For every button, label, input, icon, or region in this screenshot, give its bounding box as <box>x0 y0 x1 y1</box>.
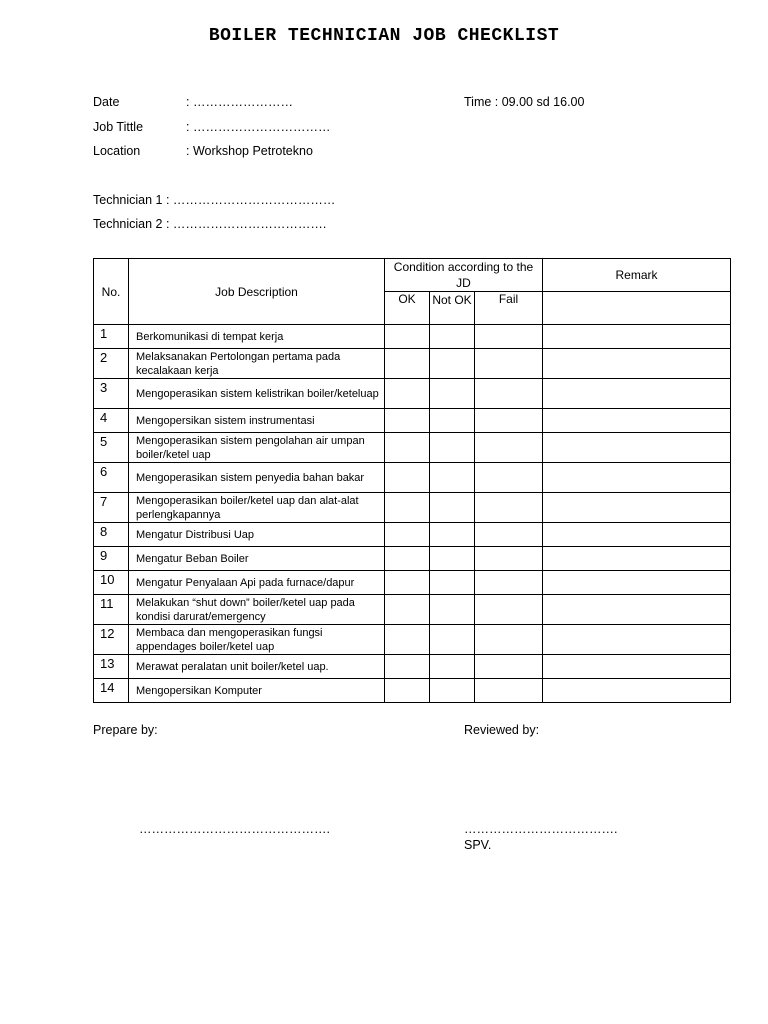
row-number: 10 <box>94 571 129 595</box>
ok-cell[interactable] <box>385 571 430 595</box>
remark-cell[interactable] <box>543 493 731 523</box>
ok-cell[interactable] <box>385 433 430 463</box>
row-number: 5 <box>94 433 129 463</box>
fail-cell[interactable] <box>475 349 543 379</box>
ok-cell[interactable] <box>385 679 430 703</box>
row-number: 2 <box>94 349 129 379</box>
table-row <box>94 655 731 679</box>
row-job-description: Melakukan “shut down” boiler/ketel uap pada kondisi darurat/emergency <box>129 595 385 625</box>
ok-cell[interactable] <box>385 463 430 493</box>
ok-cell[interactable] <box>385 379 430 409</box>
technician-1-field: Technician 1 : ………………………………… <box>93 193 336 207</box>
header-job-description: Job Description <box>129 259 385 325</box>
fail-cell[interactable] <box>475 655 543 679</box>
job-title-value: : …………………………… <box>186 120 331 134</box>
row-job-description: Membaca dan mengoperasikan fungsi appendages boiler/ketel uap <box>129 625 385 655</box>
remark-cell[interactable] <box>543 433 731 463</box>
remark-cell[interactable] <box>543 463 731 493</box>
not-ok-cell[interactable] <box>430 523 475 547</box>
not-ok-cell[interactable] <box>430 409 475 433</box>
not-ok-cell[interactable] <box>430 655 475 679</box>
row-job-description: Mengatur Penyalaan Api pada furnace/dapur <box>129 571 385 595</box>
table-row <box>94 625 731 655</box>
row-job-description: Merawat peralatan unit boiler/ketel uap. <box>129 655 385 679</box>
header-no: No. <box>94 259 129 325</box>
row-job-description: Melaksanakan Pertolongan pertama pada kecalakaan kerja <box>129 349 385 379</box>
not-ok-cell[interactable] <box>430 433 475 463</box>
not-ok-cell[interactable] <box>430 625 475 655</box>
document-title: BOILER TECHNICIAN JOB CHECKLIST <box>208 26 560 46</box>
header-remark-sub <box>543 292 731 325</box>
location-value: : Workshop Petrotekno <box>186 144 313 158</box>
row-number: 13 <box>94 655 129 679</box>
ok-cell[interactable] <box>385 523 430 547</box>
fail-cell[interactable] <box>475 433 543 463</box>
fail-cell[interactable] <box>475 595 543 625</box>
row-job-description: Mengatur Beban Boiler <box>129 547 385 571</box>
not-ok-cell[interactable] <box>430 493 475 523</box>
not-ok-cell[interactable] <box>430 379 475 409</box>
remark-cell[interactable] <box>543 523 731 547</box>
not-ok-cell[interactable] <box>430 463 475 493</box>
table-row <box>94 493 731 523</box>
ok-cell[interactable] <box>385 325 430 349</box>
row-number: 7 <box>94 493 129 523</box>
remark-cell[interactable] <box>543 349 731 379</box>
row-number: 3 <box>94 379 129 409</box>
row-job-description: Mengopersikan sistem instrumentasi <box>129 409 385 433</box>
fail-cell[interactable] <box>475 463 543 493</box>
prepare-by-label: Prepare by: <box>93 723 158 737</box>
fail-cell[interactable] <box>475 547 543 571</box>
header-not-ok: Not OK <box>430 292 475 325</box>
fail-cell[interactable] <box>475 493 543 523</box>
header-condition: Condition according to the JD <box>385 259 543 292</box>
row-number: 6 <box>94 463 129 493</box>
row-job-description: Berkomunikasi di tempat kerja <box>129 325 385 349</box>
ok-cell[interactable] <box>385 409 430 433</box>
row-job-description: Mengoperasikan sistem penyedia bahan bakar <box>129 463 385 493</box>
row-job-description: Mengoperasikan sistem pengolahan air umpan boiler/ketel uap <box>129 433 385 463</box>
table-row <box>94 679 731 703</box>
row-number: 1 <box>94 325 129 349</box>
ok-cell[interactable] <box>385 349 430 379</box>
row-job-description: Mengopersikan Komputer <box>129 679 385 703</box>
table-row <box>94 547 731 571</box>
not-ok-cell[interactable] <box>430 679 475 703</box>
fail-cell[interactable] <box>475 325 543 349</box>
remark-cell[interactable] <box>543 595 731 625</box>
remark-cell[interactable] <box>543 655 731 679</box>
table-row <box>94 595 731 625</box>
table-row <box>94 463 731 493</box>
ok-cell[interactable] <box>385 493 430 523</box>
row-job-description: Mengoperasikan sistem kelistrikan boiler/keteluap <box>129 379 385 409</box>
table-row <box>94 379 731 409</box>
ok-cell[interactable] <box>385 547 430 571</box>
checklist-table <box>93 258 731 703</box>
location-label: Location <box>93 144 141 158</box>
fail-cell[interactable] <box>475 409 543 433</box>
fail-cell[interactable] <box>475 523 543 547</box>
fail-cell[interactable] <box>475 379 543 409</box>
row-number: 8 <box>94 523 129 547</box>
remark-cell[interactable] <box>543 679 731 703</box>
row-number: 11 <box>94 595 129 625</box>
remark-cell[interactable] <box>543 409 731 433</box>
row-job-description: Mengatur Distribusi Uap <box>129 523 385 547</box>
table-row <box>94 571 731 595</box>
remark-cell[interactable] <box>543 379 731 409</box>
date-value: : …………………… <box>186 95 293 109</box>
table-row <box>94 325 731 349</box>
fail-cell[interactable] <box>475 571 543 595</box>
reviewed-by-label: Reviewed by: <box>464 723 540 737</box>
not-ok-cell[interactable] <box>430 349 475 379</box>
time-label: Time : 09.00 sd 16.00 <box>464 95 585 109</box>
fail-cell[interactable] <box>475 625 543 655</box>
not-ok-cell[interactable] <box>430 571 475 595</box>
ok-cell[interactable] <box>385 625 430 655</box>
remark-cell[interactable] <box>543 325 731 349</box>
not-ok-cell[interactable] <box>430 547 475 571</box>
ok-cell[interactable] <box>385 655 430 679</box>
spv-label: SPV. <box>464 838 492 852</box>
remark-cell[interactable] <box>543 571 731 595</box>
table-row <box>94 409 731 433</box>
header-ok: OK <box>385 292 430 325</box>
fail-cell[interactable] <box>475 679 543 703</box>
not-ok-cell[interactable] <box>430 325 475 349</box>
prepare-signature-line: ………………………………………. <box>139 822 330 836</box>
technician-2-field: Technician 2 : ………………………………. <box>93 217 327 231</box>
not-ok-cell[interactable] <box>430 595 475 625</box>
row-job-description: Mengoperasikan boiler/ketel uap dan alat-alat perlengkapannya <box>129 493 385 523</box>
row-number: 4 <box>94 409 129 433</box>
header-remark: Remark <box>543 259 731 292</box>
header-fail: Fail <box>475 292 543 325</box>
reviewed-signature-line: ………………………………. <box>464 822 618 836</box>
table-row <box>94 523 731 547</box>
remark-cell[interactable] <box>543 625 731 655</box>
remark-cell[interactable] <box>543 547 731 571</box>
job-title-label: Job Tittle <box>93 120 144 134</box>
row-number: 12 <box>94 625 129 655</box>
table-row <box>94 433 731 463</box>
table-row <box>94 349 731 379</box>
row-number: 9 <box>94 547 129 571</box>
date-label: Date <box>93 95 120 109</box>
ok-cell[interactable] <box>385 595 430 625</box>
row-number: 14 <box>94 679 129 703</box>
